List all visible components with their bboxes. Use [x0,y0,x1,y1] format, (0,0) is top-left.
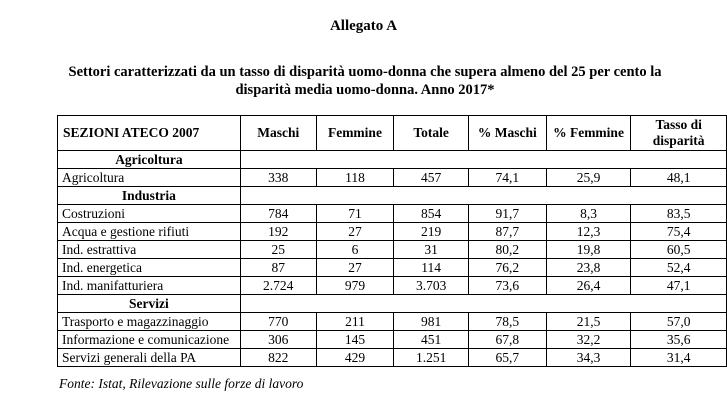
table-cell: 87 [240,259,316,277]
document-title: Allegato A [329,18,398,34]
data-table [57,115,727,367]
section-title: Industria [58,187,241,205]
row-label: Agricoltura [58,169,241,187]
table-cell: 57,0 [631,313,727,331]
section-blank-cell [240,187,726,205]
table-cell: 23,8 [546,259,631,277]
col-header-tasso-disparita: Tasso di disparità [631,116,727,151]
table-cell: 67,8 [468,331,546,349]
section-row [58,187,727,205]
table-row [58,331,727,349]
table-cell: 211 [316,313,394,331]
table-cell: 31,4 [631,349,727,367]
table-cell: 114 [394,259,469,277]
table-cell: 338 [240,169,316,187]
table-cell: 19,8 [546,241,631,259]
col-header-femmine: Femmine [316,116,394,151]
table-cell: 192 [240,223,316,241]
table-cell: 27 [316,259,394,277]
table-row [58,205,727,223]
table-cell: 770 [240,313,316,331]
table-cell: 71 [316,205,394,223]
table-cell: 21,5 [546,313,631,331]
row-label: Trasporto e magazzinaggio [58,313,241,331]
table-cell: 457 [394,169,469,187]
table-cell: 75,4 [631,223,727,241]
table-cell: 118 [316,169,394,187]
table-cell: 12,3 [546,223,631,241]
table-cell: 34,3 [546,349,631,367]
row-label: Ind. manifatturiera [58,277,241,295]
section-title: Servizi [58,295,241,313]
table-header-row [58,116,727,151]
table-cell: 65,7 [468,349,546,367]
table-cell: 60,5 [631,241,727,259]
table-cell: 145 [316,331,394,349]
table-cell: 87,7 [468,223,546,241]
table-row [58,313,727,331]
table-cell: 6 [316,241,394,259]
table-cell: 429 [316,349,394,367]
table-row [58,259,727,277]
table-cell: 979 [316,277,394,295]
table-cell: 31 [394,241,469,259]
col-header-perc-femmine: % Femmine [546,116,631,151]
table-cell: 83,5 [631,205,727,223]
table-cell: 451 [394,331,469,349]
table-cell: 78,5 [468,313,546,331]
table-cell: 80,2 [468,241,546,259]
table-cell: 784 [240,205,316,223]
section-blank-cell [240,295,726,313]
table-cell: 32,2 [546,331,631,349]
table-cell: 306 [240,331,316,349]
col-header-maschi: Maschi [240,116,316,151]
table-row [58,241,727,259]
row-label: Costruzioni [58,205,241,223]
table-cell: 73,6 [468,277,546,295]
row-label: Ind. estrattiva [58,241,241,259]
table-cell: 25 [240,241,316,259]
table-cell: 26,4 [546,277,631,295]
table-cell: 2.724 [240,277,316,295]
section-title: Agricoltura [58,151,241,169]
table-body [58,151,727,367]
table-cell: 91,7 [468,205,546,223]
table-caption: Settori caratterizzati da un tasso di disparità uomo-donna che supera almeno del 25 per cento la disparità media uomo-donna. Anno 2017* [68,64,662,98]
section-blank-cell [240,151,726,169]
table-cell: 1.251 [394,349,469,367]
col-header-totale: Totale [394,116,469,151]
col-header-perc-maschi: % Maschi [468,116,546,151]
row-label: Ind. energetica [58,259,241,277]
table-cell: 854 [394,205,469,223]
table-cell: 48,1 [631,169,727,187]
table-cell: 219 [394,223,469,241]
table-row [58,277,727,295]
table-cell: 25,9 [546,169,631,187]
col-header-sezioni: SEZIONI ATECO 2007 [58,116,241,151]
row-label: Acqua e gestione rifiuti [58,223,241,241]
table-cell: 822 [240,349,316,367]
table-cell: 52,4 [631,259,727,277]
section-row [58,151,727,169]
table-cell: 27 [316,223,394,241]
table-row [58,223,727,241]
source-note: Fonte: Istat, Rilevazione sulle forze di lavoro [59,376,304,391]
table-cell: 8,3 [546,205,631,223]
table-cell: 76,2 [468,259,546,277]
table-cell: 74,1 [468,169,546,187]
section-row [58,295,727,313]
table-cell: 47,1 [631,277,727,295]
table-cell: 3.703 [394,277,469,295]
table-cell: 35,6 [631,331,727,349]
table-cell: 981 [394,313,469,331]
row-label: Informazione e comunicazione [58,331,241,349]
table-row [58,349,727,367]
row-label: Servizi generali della PA [58,349,241,367]
table-row [58,169,727,187]
